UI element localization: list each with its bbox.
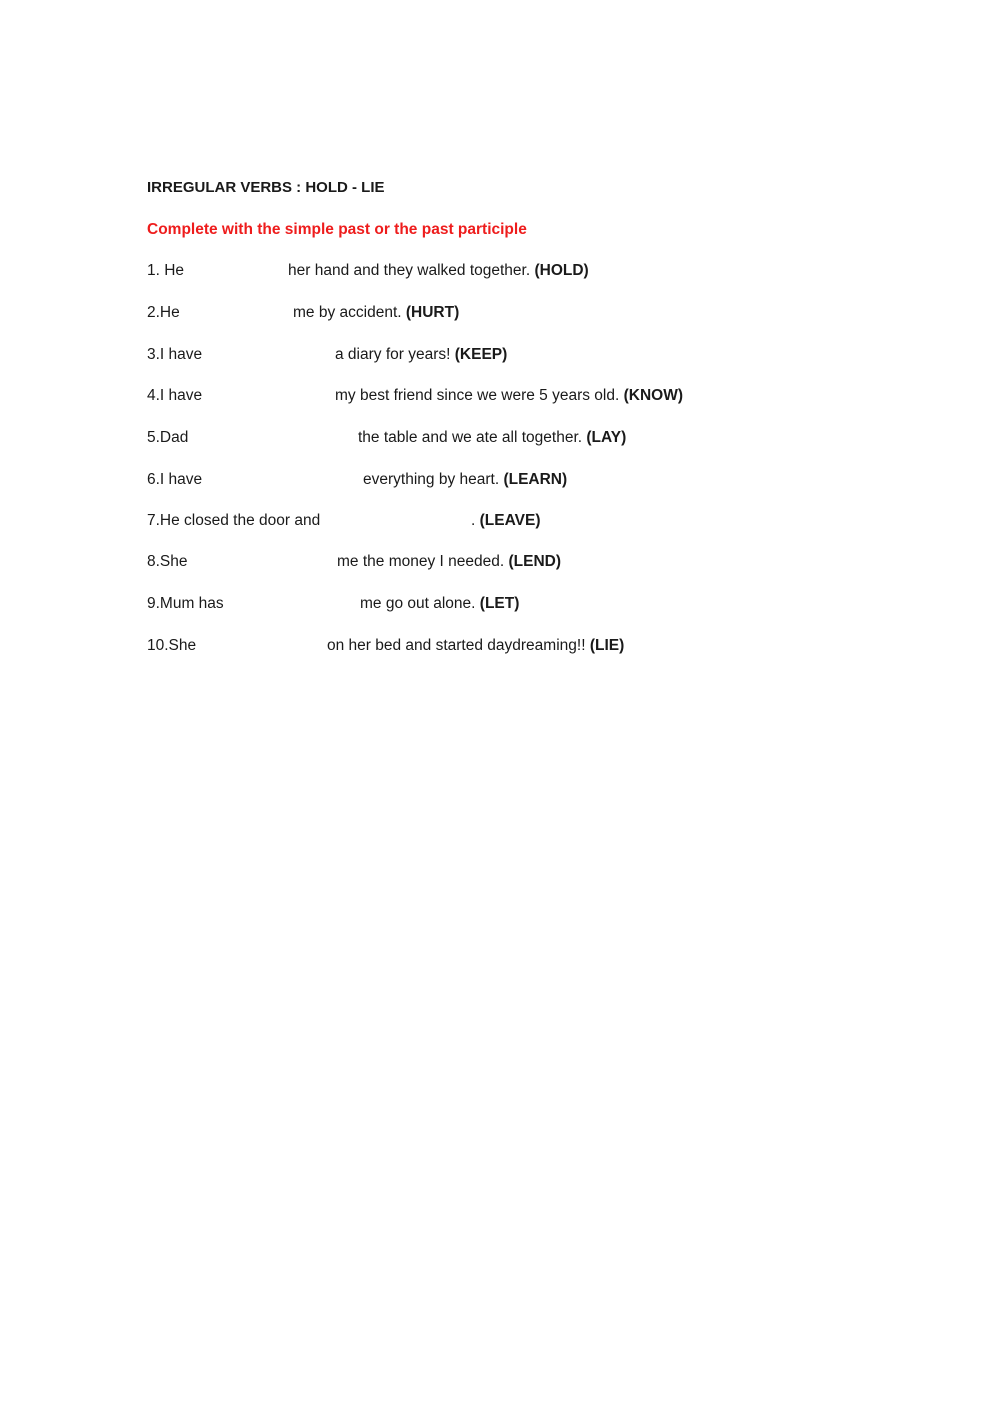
item-verb: (HOLD): [534, 262, 589, 279]
item-continuation: [471, 512, 540, 530]
exercise-item-6: [147, 471, 847, 493]
item-continuation: [337, 553, 561, 571]
item-continuation: [335, 387, 683, 405]
item-text: on her bed and started daydreaming!!: [327, 637, 586, 654]
item-verb: (LAY): [586, 429, 627, 446]
item-continuation: [335, 346, 507, 364]
item-verb: (LEARN): [503, 471, 568, 488]
item-lead: 10.She: [147, 637, 197, 654]
item-verb: (HURT): [405, 304, 460, 321]
item-continuation: [327, 637, 624, 655]
item-lead: 7.He closed the door and: [147, 512, 321, 529]
exercise-item-9: [147, 595, 847, 617]
exercise-item-4: [147, 387, 847, 409]
exercise-item-2: [147, 304, 847, 326]
item-lead: 9.Mum has: [147, 595, 224, 612]
exercise-item-1: [147, 262, 847, 284]
item-continuation: [358, 429, 626, 447]
exercise-item-5: [147, 429, 847, 451]
item-text: my best friend since we were 5 years old.: [335, 387, 620, 404]
item-verb: (LET): [479, 595, 520, 612]
item-text: her hand and they walked together.: [288, 262, 531, 279]
item-verb: (KEEP): [454, 346, 508, 363]
exercise-item-8: [147, 553, 847, 575]
item-lead: 6.I have: [147, 471, 203, 488]
item-lead: 8.She: [147, 553, 188, 570]
item-verb: (LEND): [508, 553, 562, 570]
item-lead: 4.I have: [147, 387, 203, 404]
item-verb: (LEAVE): [479, 512, 541, 529]
item-text: .: [471, 512, 476, 529]
item-continuation: [293, 304, 459, 322]
exercise-item-3: [147, 346, 847, 368]
item-lead: 3.I have: [147, 346, 203, 363]
item-verb: (KNOW): [623, 387, 684, 404]
item-continuation: [360, 595, 519, 613]
item-continuation: [288, 262, 589, 280]
worksheet-title: IRREGULAR VERBS : HOLD - LIE: [147, 179, 385, 196]
item-text: me the money I needed.: [337, 553, 505, 570]
item-text: a diary for years!: [335, 346, 451, 363]
item-verb: (LIE): [589, 637, 625, 654]
exercise-item-7: [147, 512, 847, 534]
item-lead: 5.Dad: [147, 429, 189, 446]
item-text: me go out alone.: [360, 595, 476, 612]
worksheet-instruction: Complete with the simple past or the past participle: [147, 221, 527, 238]
item-text: the table and we ate all together.: [358, 429, 583, 446]
exercise-item-10: [147, 637, 847, 659]
item-text: me by accident.: [293, 304, 402, 321]
item-continuation: [363, 471, 567, 489]
item-lead: 1. He: [147, 262, 185, 279]
item-lead: 2.He: [147, 304, 180, 321]
item-text: everything by heart.: [363, 471, 500, 488]
